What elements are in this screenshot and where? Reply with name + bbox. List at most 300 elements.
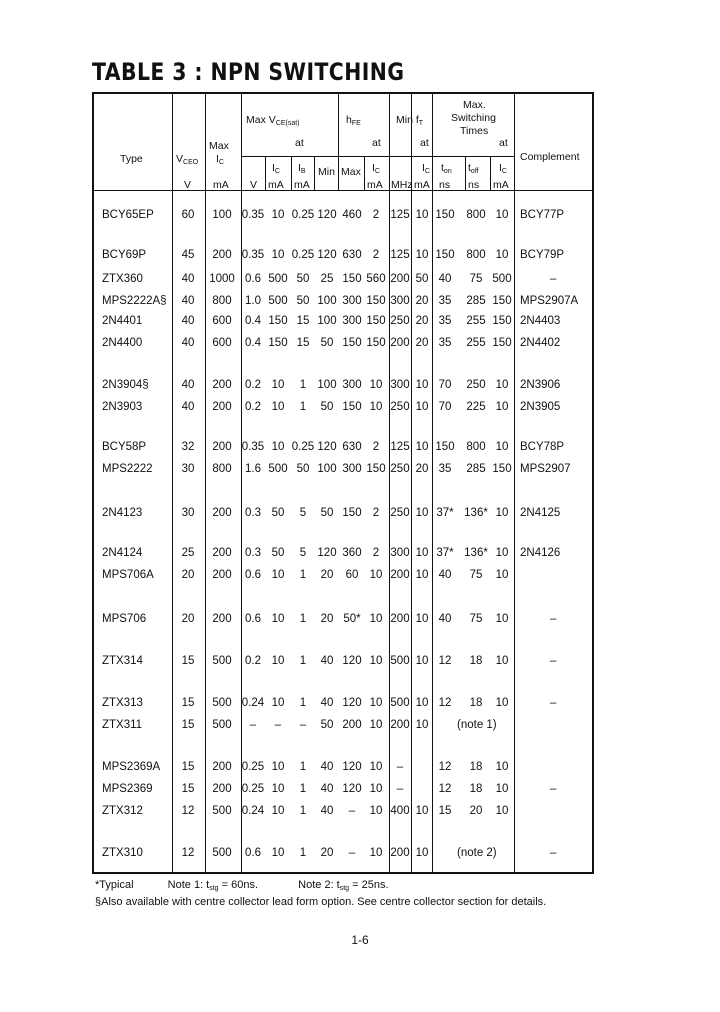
table-cell: 37*	[436, 547, 454, 559]
table-row-type: 2N4124	[102, 547, 143, 559]
table-cell: 5	[299, 507, 307, 519]
header-switching-times: Times	[460, 125, 489, 137]
table-cell: 150	[342, 273, 362, 285]
table-cell: 2	[372, 249, 380, 261]
table-cell: 10	[271, 761, 285, 773]
table-cell: 50	[320, 507, 334, 519]
table-cell: 120	[317, 441, 337, 453]
table-cell: 150	[342, 401, 362, 413]
footnote-note2: Note 2: $t_{stg} = 25ns$.	[298, 879, 389, 892]
table-cell: 15	[181, 761, 195, 773]
table-cell-complement: –	[550, 783, 557, 795]
table-cell-complement: –	[550, 847, 557, 859]
table-cell: 150	[435, 441, 455, 453]
footnote-also: §Also available with centre collector lead form option. See centre collector section for details.	[95, 896, 547, 908]
header-switching-ic: $I_C$	[499, 162, 507, 175]
table-cell: –	[396, 783, 404, 795]
table-cell: 1.6	[245, 463, 261, 475]
table-cell: 200	[342, 719, 362, 731]
table-row-type: ZTX360	[102, 273, 143, 285]
table-cell: 150	[435, 209, 455, 221]
header-hfe: $h_{FE}$	[346, 114, 361, 127]
table-cell: 10	[495, 613, 509, 625]
header-ton-unit: ns	[439, 179, 451, 191]
table-cell: 15	[438, 805, 452, 817]
table-cell: 800	[466, 441, 486, 453]
table-cell: 300	[390, 547, 410, 559]
table-cell: 1	[299, 761, 307, 773]
table-cell: 10	[495, 507, 509, 519]
table-cell: 20	[415, 295, 429, 307]
table-row-type: 2N3904§	[102, 379, 149, 391]
table-cell: 1	[299, 783, 307, 795]
footnote-note1: Note 1: $t_{stg} = 60ns$.	[167, 879, 259, 892]
table-cell-complement: –	[550, 697, 557, 709]
table-cell: 200	[212, 569, 232, 581]
table-cell: 100	[317, 463, 337, 475]
table-cell-complement: –	[550, 655, 557, 667]
table-cell: 200	[212, 783, 232, 795]
table-cell: 50	[296, 273, 310, 285]
table-cell: 0.6	[245, 569, 261, 581]
table-cell: 50	[271, 547, 285, 559]
column-divider	[514, 94, 515, 872]
table-cell: 10	[415, 613, 429, 625]
table-cell: 100	[317, 295, 337, 307]
table-row-type: 2N4123	[102, 507, 143, 519]
table-cell-complement: 2N3906	[520, 379, 561, 391]
table-cell: –	[348, 847, 356, 859]
table-cell: 500	[390, 697, 410, 709]
table-cell: –	[348, 805, 356, 817]
table-cell: 120	[317, 209, 337, 221]
table-cell: 10	[495, 379, 509, 391]
table-cell: 250	[390, 507, 410, 519]
subheader-divider	[265, 156, 266, 190]
table-cell-complement: 2N4126	[520, 547, 561, 559]
table-cell: 200	[390, 613, 410, 625]
table-row-type: MPS2369	[102, 783, 153, 795]
table-cell: –	[396, 761, 404, 773]
header-max-ic-unit: mA	[213, 179, 229, 191]
table-cell: 1	[299, 379, 307, 391]
table-cell: 120	[342, 697, 362, 709]
table-cell: 1	[299, 569, 307, 581]
table-cell: 20	[181, 613, 195, 625]
table-cell: 40	[320, 783, 334, 795]
table-cell: 12	[438, 783, 452, 795]
subheader-rule	[389, 156, 432, 157]
table-cell: 0.6	[245, 847, 261, 859]
table-cell-complement: –	[550, 613, 557, 625]
table-cell: 120	[342, 655, 362, 667]
table-cell: 125	[390, 441, 410, 453]
table-cell: 1000	[209, 273, 235, 285]
table-cell: 45	[181, 249, 195, 261]
table-cell: 20	[469, 805, 483, 817]
table-cell: 10	[271, 783, 285, 795]
table-cell: 1	[299, 697, 307, 709]
table-cell: 100	[317, 379, 337, 391]
table-cell: 40	[181, 273, 195, 285]
table-row-type: MPS706A	[102, 569, 154, 581]
header-vce-sat: Max $V_{CE(sat)}$	[246, 114, 300, 127]
table-cell: –	[274, 719, 282, 731]
table-row-type: MPS706	[102, 613, 147, 625]
table-cell: 15	[181, 783, 195, 795]
table-cell: 150	[492, 295, 512, 307]
table-cell: 400	[390, 805, 410, 817]
header-hfe-ic-unit: mA	[367, 179, 383, 191]
table-cell: 35	[438, 463, 452, 475]
subheader-rule	[338, 156, 389, 157]
table-cell: 60	[181, 209, 195, 221]
table-cell: 10	[271, 401, 285, 413]
table-cell: 0.6	[245, 273, 261, 285]
table-cell-complement: BCY78P	[520, 441, 565, 453]
table-cell: 10	[271, 209, 285, 221]
table-cell: 0.3	[245, 547, 261, 559]
table-cell: 10	[271, 379, 285, 391]
header-ft: Min $f_T$	[396, 114, 424, 127]
table-cell: 300	[342, 379, 362, 391]
table-cell: 0.35	[241, 209, 265, 221]
subheader-divider	[364, 156, 365, 190]
column-divider	[432, 94, 433, 872]
table-cell: 30	[181, 463, 195, 475]
table-cell: 37*	[436, 507, 454, 519]
table-cell: 150	[268, 315, 288, 327]
table-cell-note: (note 1)	[457, 719, 497, 731]
table-cell: 500	[212, 697, 232, 709]
table-cell: 300	[342, 295, 362, 307]
table-cell: 0.25	[291, 209, 315, 221]
table-cell: 630	[342, 441, 362, 453]
table-cell: 10	[415, 719, 429, 731]
header-switching-label: Switching	[451, 112, 496, 124]
table-cell: 50	[320, 337, 334, 349]
column-divider	[205, 94, 206, 872]
table-cell: 10	[369, 379, 383, 391]
table-cell-complement: MPS2907	[520, 463, 571, 475]
table-cell: 10	[369, 805, 383, 817]
header-hfe-at: at	[372, 137, 381, 149]
table-cell: 800	[466, 249, 486, 261]
table-cell: 500	[212, 847, 232, 859]
table-row-type: ZTX312	[102, 805, 143, 817]
table-cell: 10	[415, 547, 429, 559]
table-cell: 630	[342, 249, 362, 261]
table-cell: 500	[268, 295, 288, 307]
header-vce-ic-unit: mA	[268, 179, 284, 191]
table-row-type: BCY69P	[102, 249, 147, 261]
subheader-rule	[432, 156, 514, 157]
table-cell: 120	[342, 761, 362, 773]
table-cell: 200	[212, 507, 232, 519]
table-cell: 0.2	[245, 379, 261, 391]
table-cell: 20	[320, 569, 334, 581]
table-cell: 50	[296, 295, 310, 307]
table-row-type: 2N3903	[102, 401, 143, 413]
table-cell: 10	[415, 697, 429, 709]
table-cell: 12	[438, 697, 452, 709]
table-cell: 200	[390, 273, 410, 285]
table-cell: 12	[181, 805, 195, 817]
table-cell: 10	[271, 441, 285, 453]
table-cell: 50	[320, 401, 334, 413]
table-cell: 10	[271, 805, 285, 817]
table-cell: 200	[390, 719, 410, 731]
table-cell: 40	[181, 315, 195, 327]
table-cell: 40	[181, 379, 195, 391]
table-cell: 70	[438, 401, 452, 413]
page-title: TABLE 3 : NPN SWITCHING	[92, 58, 405, 86]
table-cell: 300	[342, 463, 362, 475]
table-cell: 285	[466, 463, 486, 475]
table-cell: 50	[271, 507, 285, 519]
table-cell: 300	[390, 379, 410, 391]
table-cell: 300	[342, 315, 362, 327]
table-cell: 1	[299, 847, 307, 859]
header-ton: $t_{on}$	[441, 162, 452, 175]
table-cell: 12	[438, 761, 452, 773]
header-type: Type	[120, 153, 143, 165]
table-cell: 500	[268, 463, 288, 475]
table-cell: 150	[435, 249, 455, 261]
table-cell: 250	[390, 463, 410, 475]
table-row-type: 2N4401	[102, 315, 143, 327]
table-cell: 1	[299, 613, 307, 625]
header-rule	[94, 190, 592, 191]
header-toff-unit: ns	[468, 179, 480, 191]
table-cell: 200	[390, 337, 410, 349]
table-cell: 200	[212, 613, 232, 625]
table-cell: 500	[212, 805, 232, 817]
table-cell: 0.2	[245, 401, 261, 413]
table-cell: 20	[415, 337, 429, 349]
table-cell: 40	[438, 569, 452, 581]
table-cell: 200	[212, 441, 232, 453]
table-cell: 500	[212, 719, 232, 731]
table-cell: 2	[372, 441, 380, 453]
table-cell: 1	[299, 655, 307, 667]
table-cell: 25	[320, 273, 334, 285]
table-cell: 125	[390, 209, 410, 221]
header-hfe-max: Max	[341, 166, 361, 178]
table-cell: 100	[212, 209, 232, 221]
table-cell: 250	[390, 315, 410, 327]
table-cell: 150	[492, 315, 512, 327]
table-cell: 0.4	[245, 315, 261, 327]
table-cell: 150	[366, 337, 386, 349]
table-cell: 120	[317, 547, 337, 559]
table-cell: 150	[492, 463, 512, 475]
table-cell: 15	[296, 337, 310, 349]
table-cell: 10	[271, 613, 285, 625]
subheader-divider	[338, 94, 339, 190]
table-cell: 10	[271, 569, 285, 581]
header-vce-ic: $I_C$	[272, 162, 280, 175]
table-cell: 200	[212, 547, 232, 559]
table-cell: 35	[438, 337, 452, 349]
table-cell: 200	[390, 847, 410, 859]
table-cell: 200	[212, 379, 232, 391]
table-cell: 500	[492, 273, 512, 285]
table-cell: 10	[369, 697, 383, 709]
table-cell: 35	[438, 295, 452, 307]
page-number: 1-6	[351, 933, 369, 947]
table-cell: 18	[469, 761, 483, 773]
header-toff: $t_{off}$	[468, 162, 479, 175]
table-cell: 10	[369, 847, 383, 859]
table-cell: 10	[415, 441, 429, 453]
table-row-type: MPS2222	[102, 463, 153, 475]
table-cell: 20	[415, 315, 429, 327]
table-cell: 0.35	[241, 441, 265, 453]
table-cell: 10	[271, 655, 285, 667]
header-vceo: $V_{CEO}$	[176, 153, 199, 166]
table-cell: 120	[342, 783, 362, 795]
table-cell: 10	[415, 847, 429, 859]
table-cell: 0.24	[241, 697, 265, 709]
table-cell: 10	[495, 547, 509, 559]
table-cell: 10	[369, 719, 383, 731]
table-cell: 12	[438, 655, 452, 667]
table-row-type: ZTX314	[102, 655, 143, 667]
table-cell: 40	[320, 805, 334, 817]
table-cell: 800	[212, 295, 232, 307]
table-cell: 18	[469, 697, 483, 709]
header-ft-at: at	[420, 137, 429, 149]
table-cell: 10	[495, 401, 509, 413]
table-cell: 0.6	[245, 613, 261, 625]
subheader-divider	[314, 156, 315, 190]
table-cell-complement: BCY77P	[520, 209, 565, 221]
table-cell: 15	[181, 655, 195, 667]
table-cell-complement: MPS2907A	[520, 295, 579, 307]
subheader-divider	[490, 156, 491, 190]
header-ft-unit: MHz	[391, 179, 413, 191]
table-cell: 200	[212, 761, 232, 773]
table-cell-complement: BCY79P	[520, 249, 565, 261]
table-cell: 150	[492, 337, 512, 349]
footnote-line-1	[95, 879, 389, 892]
table-row-type: ZTX311	[102, 719, 143, 731]
table-cell: 70	[438, 379, 452, 391]
table-cell: 20	[320, 847, 334, 859]
table-cell: 32	[181, 441, 195, 453]
table-row-type: BCY58P	[102, 441, 147, 453]
table-cell: 1.0	[245, 295, 261, 307]
table-row-type: BCY65EP	[102, 209, 154, 221]
table-row-type: 2N4400	[102, 337, 143, 349]
table-cell: 600	[212, 337, 232, 349]
table-cell: –	[249, 719, 257, 731]
table-cell: 10	[369, 569, 383, 581]
table-cell: 50	[415, 273, 429, 285]
table-cell: 285	[466, 295, 486, 307]
table-cell: –	[299, 719, 307, 731]
table-cell: 300	[390, 295, 410, 307]
table-cell: 250	[390, 401, 410, 413]
table-cell: 150	[268, 337, 288, 349]
table-cell: 10	[369, 783, 383, 795]
table-cell: 500	[390, 655, 410, 667]
table-cell: 12	[181, 847, 195, 859]
table-cell: 120	[317, 249, 337, 261]
table-cell: 20	[415, 463, 429, 475]
table-cell: 0.25	[241, 761, 265, 773]
table-cell: 10	[495, 697, 509, 709]
table-cell: 136*	[464, 507, 488, 519]
table-row-type: MPS2222A§	[102, 295, 167, 307]
table-cell: 20	[181, 569, 195, 581]
table-cell: 0.24	[241, 805, 265, 817]
table-cell: 0.4	[245, 337, 261, 349]
table-cell: 255	[466, 315, 486, 327]
table-cell: 10	[271, 249, 285, 261]
table-cell: 40	[181, 337, 195, 349]
table-cell: 10	[271, 847, 285, 859]
header-vce-sat-at: at	[295, 137, 304, 149]
subheader-divider	[291, 156, 292, 190]
table-cell: 10	[415, 379, 429, 391]
table-cell-note: (note 2)	[457, 847, 497, 859]
table-row-type: ZTX310	[102, 847, 143, 859]
table-cell: 40	[181, 401, 195, 413]
table-cell: 40	[320, 655, 334, 667]
table-cell: 500	[212, 655, 232, 667]
table-cell: 10	[415, 805, 429, 817]
table-cell-complement: 2N4402	[520, 337, 561, 349]
header-vce-ib: $I_B$	[298, 162, 306, 175]
table-cell: 10	[369, 401, 383, 413]
table-cell: 20	[320, 613, 334, 625]
table-cell: 5	[299, 547, 307, 559]
table-cell: 200	[212, 401, 232, 413]
table-cell-complement: 2N4125	[520, 507, 561, 519]
table-cell: 40	[320, 697, 334, 709]
table-cell: 0.3	[245, 507, 261, 519]
table-cell: 15	[181, 697, 195, 709]
table-cell-complement: 2N4403	[520, 315, 561, 327]
subheader-divider	[465, 156, 466, 190]
table-cell: 150	[366, 463, 386, 475]
table-cell: 40	[181, 295, 195, 307]
table-cell: 10	[495, 783, 509, 795]
table-cell: 200	[212, 249, 232, 261]
table-cell: 18	[469, 783, 483, 795]
table-cell: 0.35	[241, 249, 265, 261]
table-cell: 18	[469, 655, 483, 667]
table-cell: 25	[181, 547, 195, 559]
table-cell: 10	[369, 761, 383, 773]
table-cell: 600	[212, 315, 232, 327]
table-cell: 10	[495, 761, 509, 773]
header-max-ic: $I_C$	[216, 153, 224, 166]
header-ft-ic-unit: mA	[414, 179, 430, 191]
subheader-rule	[241, 156, 338, 157]
header-switching-at: at	[499, 137, 508, 149]
header-max-ic-label: Max	[209, 140, 229, 152]
table-cell: 150	[366, 315, 386, 327]
table-cell: 0.25	[291, 441, 315, 453]
table-cell: 10	[415, 655, 429, 667]
column-divider	[411, 94, 412, 872]
table-cell: 75	[469, 613, 483, 625]
table-cell: 225	[466, 401, 486, 413]
header-switching-max: Max.	[463, 99, 486, 111]
